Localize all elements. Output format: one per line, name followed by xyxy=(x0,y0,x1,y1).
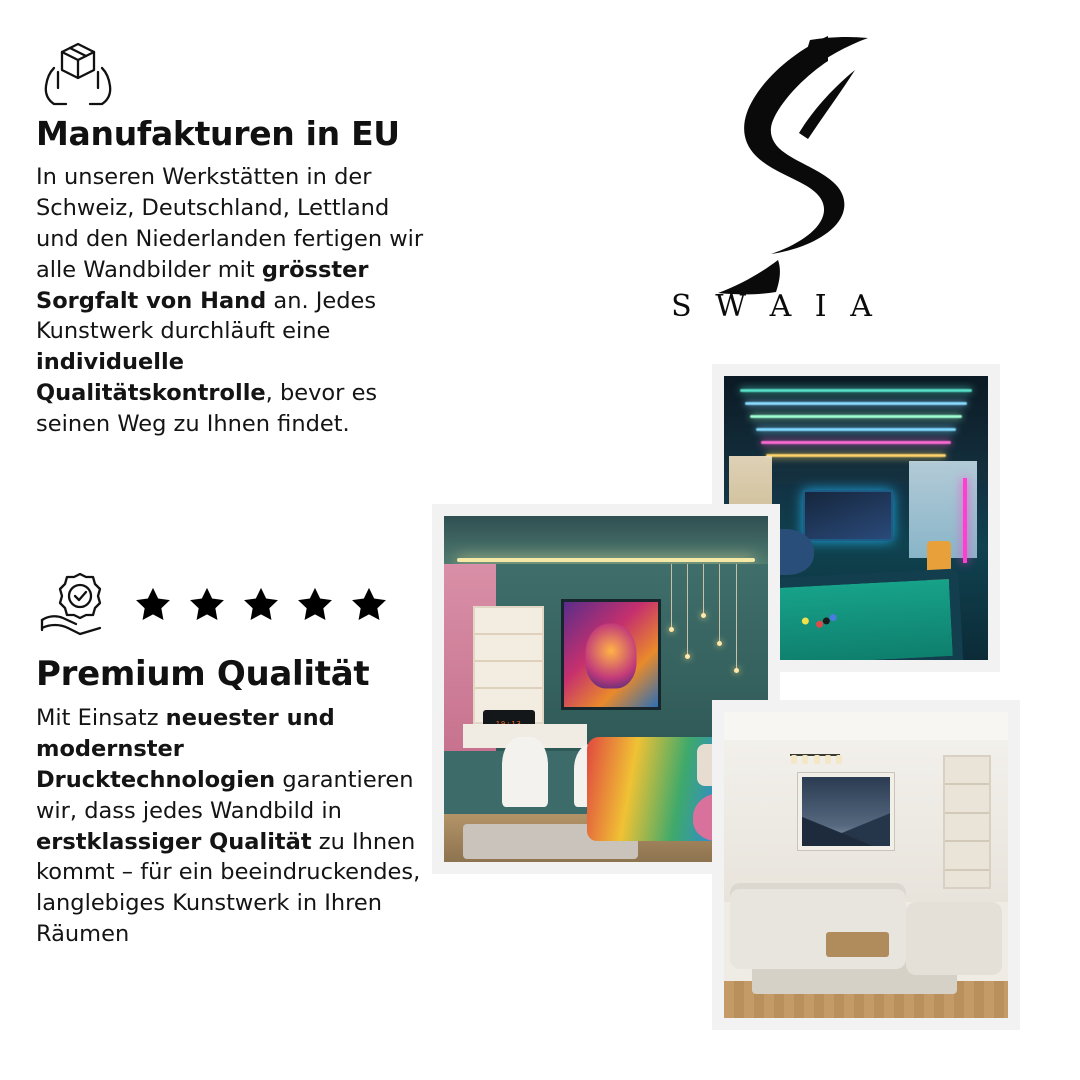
rating-row xyxy=(36,568,466,642)
photo-living-room xyxy=(712,700,1020,1030)
star-icon xyxy=(294,584,336,626)
section-title-quality: Premium Qualität xyxy=(36,654,370,694)
swaia-s-logo-icon xyxy=(660,30,890,295)
page-title: Manufakturen in EU xyxy=(36,114,400,153)
brand-logo xyxy=(660,30,890,350)
star-icon xyxy=(186,584,228,626)
brand-name: S W A I A xyxy=(671,289,879,324)
block-body-manufacturing: In unseren Werkstätten in der Schweiz, Deutschland, Lettland und den Niederlanden fertigen wir alle Wandbilder mit grösster Sorgfalt von Hand an. Jedes Kunstwerk durchläuft eine individuelle Qualitätskontrolle, bevor es seinen Weg zu Ihnen findet. xyxy=(36,164,424,437)
star-icon xyxy=(132,584,174,626)
star-icon xyxy=(348,584,390,626)
feature-block-manufacturing xyxy=(36,38,456,440)
package-in-hands-icon xyxy=(36,38,120,110)
quality-seal-in-hand-icon xyxy=(36,568,116,642)
feature-block-quality xyxy=(36,568,466,950)
star-rating xyxy=(132,584,390,626)
star-icon xyxy=(240,584,282,626)
block-body-quality: Mit Einsatz neuester und modernster Drucktechnologien garantieren wir, dass jedes Wandbild in erstklassiger Qualität zu Ihnen kommt – für ein beeindruckendes, langlebiges Kunstwerk in Ihren Räumen xyxy=(36,705,421,948)
